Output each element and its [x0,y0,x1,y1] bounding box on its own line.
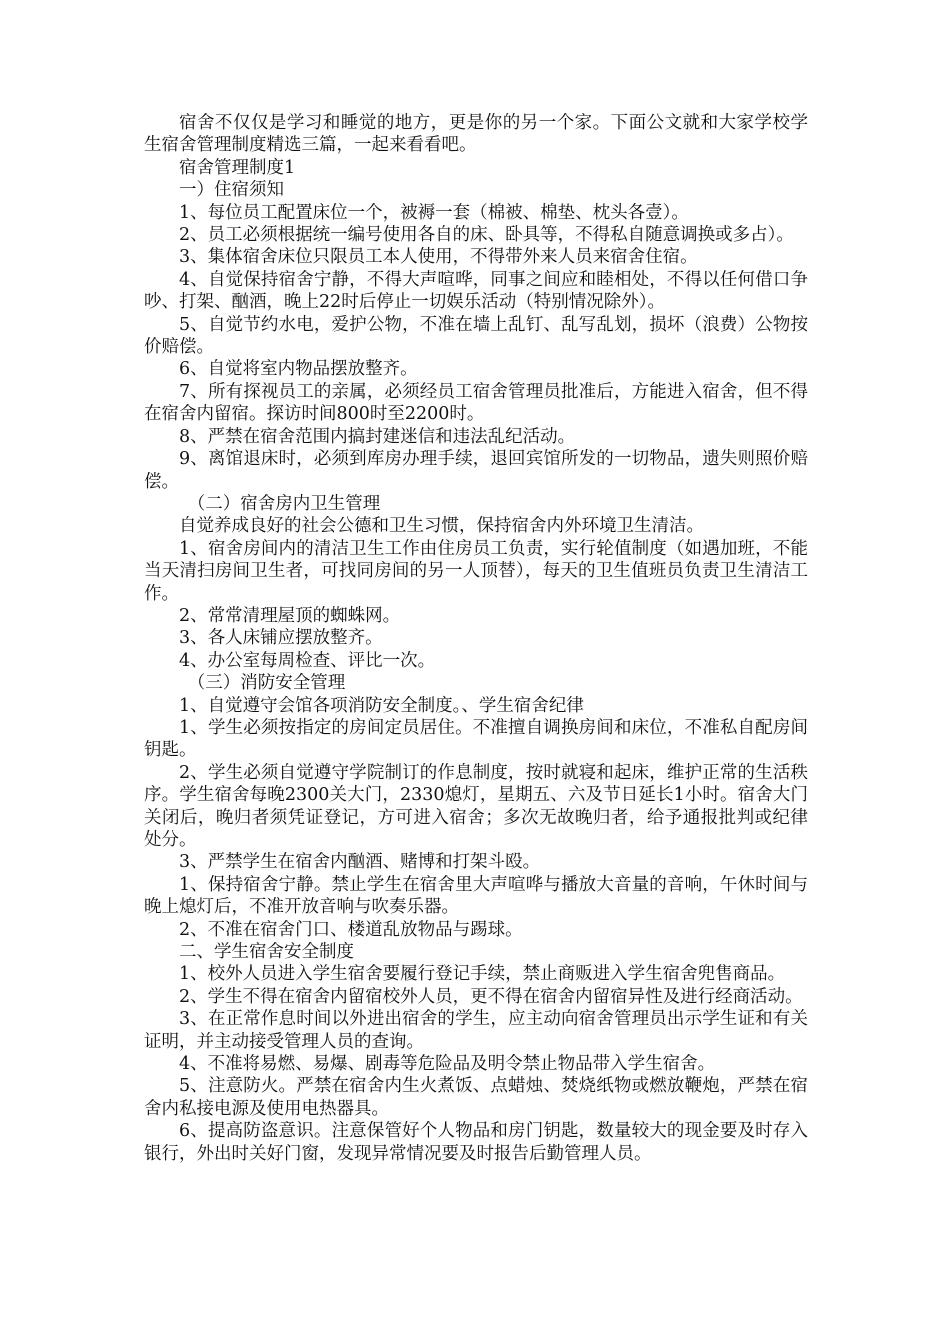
paragraph: 1、保持宿舍宁静。禁止学生在宿舍里大声喧哗与播放大音量的音响，午休时间与晚上熄灯后，不准开放音响与吹奏乐器。 [144,874,808,918]
paragraph: 1、自觉遵守会馆各项消防安全制度。、学生宿舍纪律 [179,695,584,716]
document-body [144,112,808,1165]
paragraph: 6、提高防盗意识。注意保管好个人物品和房门钥匙，数量较大的现金要及时存入银行，外出时关好门窗，发现异常情况要及时报告后勤管理人员。 [144,1121,808,1164]
paragraph: 2、员工必须根据统一编号使用各自的床、卧具等，不得私自随意调换或多占）。 [179,225,794,246]
paragraph: 6、自觉将室内物品摆放整齐。 [179,359,418,380]
paragraph: 宿舍不仅仅是学习和睡觉的地方，更是你的另一个家。下面公文就和大家学校学生宿舍管理制度精选三篇，一起来看看吧。 [144,113,808,156]
paragraph: 自觉养成良好的社会公德和卫生习惯，保持宿舍内外环境卫生清洁。 [179,516,704,537]
paragraph: 2、常常清理屋顶的蜘蛛网。 [179,605,401,626]
paragraph: 3、严禁学生在宿舍内酗酒、赌博和打架斗殴。 [179,852,541,873]
paragraph: 8、严禁在宿舍范围内搞封建迷信和违法乱纪活动。 [179,426,576,447]
paragraph: 5、自觉节约水电，爱护公物，不准在墙上乱钉、乱写乱划，损坏（浪费）公物按价赔偿。 [144,314,808,358]
paragraph: 9、离馆退床时，必须到库房办理手续，退回宾馆所发的一切物品，遗失则照价赔偿。 [144,449,808,492]
paragraph: 2、学生不得在宿舍内留宿校外人员，更不得在宿舍内留宿异性及进行经商活动。 [179,986,803,1007]
paragraph: 1、学生必须按指定的房间定员居住。不准擅自调换房间和床位，不准私自配房间钥匙。 [144,717,808,761]
paragraph: 2、不准在宿舍门口、楼道乱放物品与踢球。 [179,919,523,940]
section-heading: （二）宿舍房内卫生管理 [187,493,381,514]
section-heading: 宿舍管理制度1 [179,157,296,178]
paragraph: 1、校外人员进入学生宿舍要履行登记手续，禁止商贩进入学生宿舍兜售商品。 [179,964,786,985]
section-heading: （三）消防安全管理 [187,673,346,694]
paragraph: 7、所有探视员工的亲属，必须经员工宿舍管理员批准后，方能进入宿舍，但不得在宿舍内留宿。探访时间800时至2200时。 [144,381,808,425]
paragraph: 1、每位员工配置床位一个，被褥一套（棉被、棉垫、枕头各壹）。 [179,202,689,223]
paragraph: 4、办公室每周检查、评比一次。 [179,650,436,671]
paragraph: 2、学生必须自觉遵守学院制订的作息制度，按时就寝和起床，维护正常的生活秩序。学生宿舍每晚2300关大门，2330熄灯，星期五、六及节日延长1小时。宿舍大门关闭后，晚归者须凭证登记，方可进入宿舍；多次无故晚归者，给予通报批判或纪律处分。 [144,762,808,850]
paragraph: 1、宿舍房间内的清洁卫生工作由住房员工负责，实行轮值制度（如遇加班，不能当天清扫房间卫生者，可找同房间的另一人顶替），每天的卫生值班员负责卫生清洁工作。 [144,538,808,604]
paragraph: 4、自觉保持宿舍宁静，不得大声喧哗，同事之间应和睦相处，不得以任何借口争吵、打架、酗酒，晚上22时后停止一切娱乐活动（特别情况除外）。 [144,269,808,313]
section-heading: 二、学生宿舍安全制度 [179,942,354,963]
paragraph: 3、在正常作息时间以外进出宿舍的学生，应主动向宿舍管理员出示学生证和有关证明，并主动接受管理人员的查询。 [144,1009,808,1052]
section-heading: 一）住宿须知 [179,180,284,201]
paragraph: 4、不准将易燃、易爆、剧毒等危险品及明令禁止物品带入学生宿舍。 [179,1054,716,1075]
paragraph: 3、各人床铺应摆放整齐。 [179,628,383,649]
paragraph: 5、注意防火。严禁在宿舍内生火煮饭、点蜡烛、焚烧纸物或燃放鞭炮，严禁在宿舍内私接电源及使用电热器具。 [144,1076,808,1119]
paragraph: 3、集体宿舍床位只限员工本人使用，不得带外来人员来宿舍住宿。 [179,247,698,268]
